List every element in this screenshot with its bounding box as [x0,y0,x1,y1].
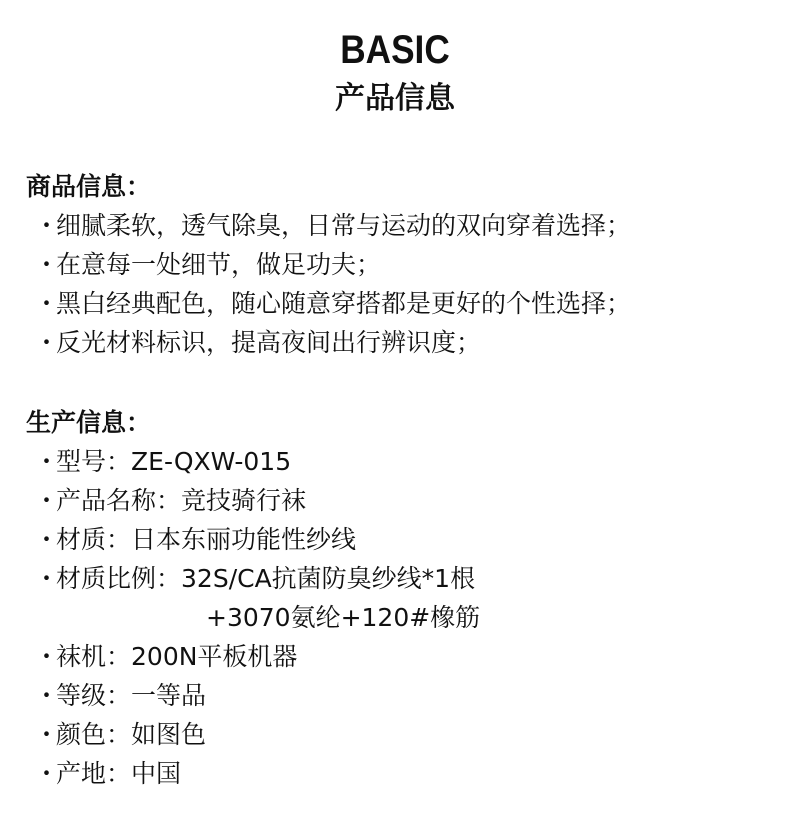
spec-item-grade [26,676,766,715]
brand-title: BASIC [340,28,450,72]
bullet-icon: ・ [34,211,60,240]
spec-value: 200N平板机器 [131,642,298,671]
page-title: 产品信息 [335,81,455,116]
spec-item-color [26,715,766,754]
spec-item-product-name [26,481,766,520]
production-info-list [26,442,766,793]
spec-item-material [26,520,766,559]
bullet-icon: ・ [34,250,60,279]
spec-value: 一等品 [131,681,207,710]
spec-label: 材质： [56,525,132,554]
spec-label: 材质比例： [56,564,182,593]
bullet-icon: ・ [34,289,60,318]
spec-value: ZE-QXW-015 [131,447,292,476]
item-text: 反光材料标识，提高夜间出行辨识度； [56,328,482,357]
item-text: 在意每一处细节，做足功夫； [56,250,382,279]
bullet-icon: ・ [34,642,60,671]
bullet-icon: ・ [34,447,60,476]
list-item [26,206,766,245]
spec-value: 竞技骑行袜 [181,486,307,515]
bullet-icon: ・ [34,681,60,710]
bullet-icon: ・ [34,525,60,554]
spec-label: 产地： [56,759,132,788]
spec-label: 型号： [56,447,132,476]
product-info-list [26,206,766,362]
section-title: 商品信息： [26,172,152,201]
spec-item-material-ratio [26,559,766,637]
spec-value: 日本东丽功能性纱线 [131,525,357,554]
spec-item-model [26,442,766,481]
spec-label: 袜机： [56,642,132,671]
spec-label: 等级： [56,681,132,710]
item-text: 黑白经典配色，随心随意穿搭都是更好的个性选择； [56,289,632,318]
bullet-icon: ・ [34,564,60,593]
production-info-section [26,403,766,793]
bullet-icon: ・ [34,759,60,788]
spec-value: 32S/CA抗菌防臭纱线*1根 [181,564,476,593]
list-item [26,284,766,323]
spec-value-continued: +3070氨纶+120#橡筋 [206,603,481,632]
product-info-section [26,167,766,362]
bullet-icon: ・ [34,486,60,515]
list-item [26,245,766,284]
spec-value: 如图色 [131,720,207,749]
spec-value: 中国 [131,759,182,788]
spec-item-origin [26,754,766,793]
bullet-icon: ・ [34,720,60,749]
spec-item-machine [26,637,766,676]
bullet-icon: ・ [34,328,60,357]
item-text: 细腻柔软，透气除臭，日常与运动的双向穿着选择； [56,211,632,240]
section-title: 生产信息： [26,408,152,437]
spec-label: 颜色： [56,720,132,749]
list-item [26,323,766,362]
spec-label: 产品名称： [56,486,182,515]
